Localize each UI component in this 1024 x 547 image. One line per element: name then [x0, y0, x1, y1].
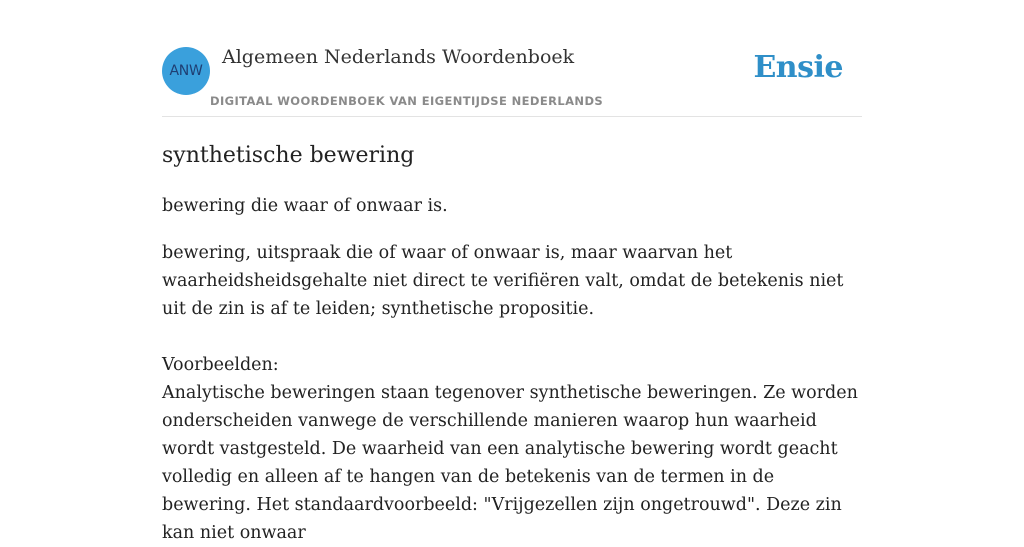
short-definition: bewering die waar of onwaar is. — [162, 196, 448, 216]
anw-logo[interactable] — [162, 47, 210, 95]
site-title[interactable]: Algemeen Nederlands Woordenboek — [222, 46, 575, 68]
ensie-logo-link[interactable]: Ensie — [753, 50, 843, 85]
example-text: Analytische beweringen staan tegenover synthetische beweringen. Ze worden onderscheiden vanwege de verschillende manieren waarop hun waarheid wordt vastgesteld. De waarheid van een analytische bewering wordt geacht volledig en alleen af te hangen van de betekenis van de termen in de bewering. Het standaardvoorbeeld: "Vrijgezellen zijn ongetrouwd". Deze zin kan niet onwaar — [162, 383, 858, 543]
examples-label: Voorbeelden: — [162, 355, 279, 375]
long-definition: bewering, uitspraak die of waar of onwaar is, maar waarvan het waarheidsheidsgehalte niet direct te verifiëren valt, omdat de betekenis niet uit de zin is af te leiden; synthetische propositie. — [162, 243, 844, 319]
entry-headword: synthetische bewering — [162, 143, 415, 168]
site-subtitle: DIGITAAL WOORDENBOEK VAN EIGENTIJDSE NEDERLANDS — [210, 94, 604, 108]
entry-content — [162, 142, 862, 547]
page — [162, 0, 862, 547]
site-header — [162, 0, 862, 117]
anw-logo-text: ANW — [169, 63, 203, 79]
